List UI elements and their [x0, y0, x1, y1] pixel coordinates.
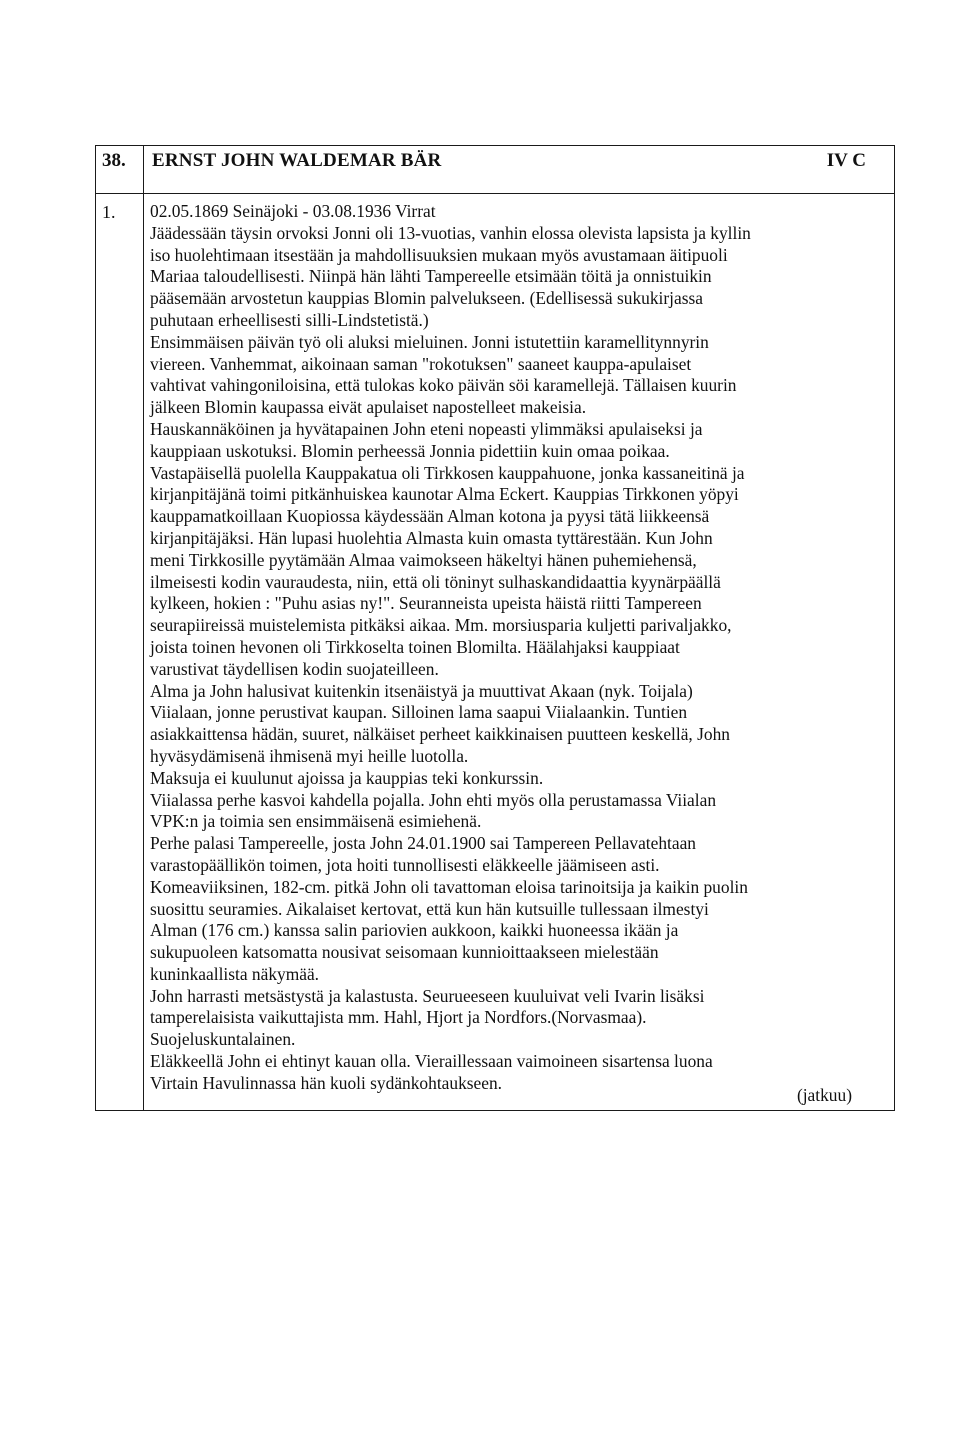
text-line: John harrasti metsästystä ja kalastusta. Seurueeseen kuuluivat veli Ivarin lisäksi	[150, 985, 705, 1006]
text-line: pääsemään arvostetun kauppias Blomin palvelukseen. (Edellisessä sukukirjassa	[150, 288, 703, 309]
text-line: viereen. Vanhemmat, aikoinaan saman "rokotuksen" saaneet kauppa-apulaiset	[150, 353, 692, 374]
record-sheet	[95, 145, 895, 1111]
text-line: Suojeluskuntalainen.	[150, 1029, 296, 1050]
text-line: Viialaan, jonne perustivat kaupan. Silloinen lama saapui Viialaankin. Tuntien	[150, 702, 688, 723]
text-line: hyväsydämisenä ihmisenä myi heille luotolla.	[150, 745, 469, 766]
text-line: Perhe palasi Tampereelle, josta John 24.01.1900 sai Tampereen Pellavatehtaan	[150, 833, 697, 854]
text-line: varastopäällikön toimen, jota hoiti tunnollisesti eläkkeelle jäämiseen asti.	[150, 854, 660, 875]
text-line: jälkeen Blomin kaupassa eivät apulaiset napostelleet makeisia.	[150, 397, 587, 418]
record-number: 38.	[102, 150, 126, 171]
entry-number: 1.	[102, 202, 116, 222]
text-line: kauppamatkoillaan Kuopiossa käydessään Alman kotona ja pyysi tätä liikkeensä	[150, 506, 710, 527]
text-line: kirjanpitäjänä toimi pitkänhuiskea kaunotar Alma Eckert. Kauppias Tirkkonen yöpyi	[150, 484, 739, 505]
text-line: VPK:n ja toimia sen ensimmäisenä esimiehenä.	[150, 811, 482, 832]
text-line: Vastapäisellä puolella Kauppakatua oli Tirkkosen kauppahuone, jonka kassaneitinä ja	[150, 462, 745, 483]
text-line: puhutaan erheellisesti silli-Lindstetistä.)	[150, 309, 429, 330]
text-line: sukupuoleen katsomatta nousivat seisomaan kunnioittaakseen mielestään	[150, 942, 659, 963]
continued-note: (jatkuu)	[796, 1085, 852, 1105]
text-line: Hauskannäköinen ja hyvätapainen John eteni nopeasti ylimmäksi apulaiseksi ja	[150, 418, 703, 439]
person-name: ERNST JOHN WALDEMAR BÄR	[152, 150, 442, 171]
text-line: kauppiaan uskotuksi. Blomin perheessä Jonnia pidettiin kuin omaa poikaa.	[150, 440, 670, 461]
generation-code: IV C	[826, 150, 866, 171]
text-line: Maksuja ei kuulunut ajoissa ja kauppias teki konkurssin.	[150, 767, 544, 788]
text-line: Komeaviiksinen, 182-cm. pitkä John oli tavattoman eloisa tarinoitsija ja kaikin puolin	[150, 876, 748, 897]
text-line: kuninkaallista näkymää.	[150, 963, 320, 984]
text-line: Jäädessään täysin orvoksi Jonni oli 13-vuotias, vanhin elossa olevista lapsista ja kyllin	[150, 222, 751, 243]
text-line: kirjanpitäjäksi. Hän lupasi huolehtia Almasta kuin omasta tyttärestään. Kun John	[150, 527, 713, 548]
text-line: seurapiireissä muistelemista pitkäksi aikaa. Mm. morsiusparia kuljetti parivaljakko,	[150, 615, 732, 636]
text-line: joista toinen hevonen oli Tirkkoselta toinen Blomilta. Häälahjaksi kauppiaat	[150, 636, 680, 657]
text-line: Viialassa perhe kasvoi kahdella pojalla. John ehti myös olla perustamassa Viialan	[150, 789, 717, 810]
header-divider	[96, 193, 894, 194]
text-line: varustivat täydellisen kodin suojateilleen.	[150, 658, 439, 679]
column-divider	[143, 146, 144, 1110]
text-line: Mariaa taloudellisesti. Niinpä hän lähti Tampereelle etsimään töitä ja onnistuikin	[150, 266, 712, 287]
text-line: iso huolehtimaan itsestään ja mahdollisuuksien mukaan myös avustamaan äitipuoli	[150, 244, 728, 265]
text-line: Alman (176 cm.) kanssa salin pariovien aukkoon, kaikki huoneessa ikään ja	[150, 920, 679, 941]
biography-text	[150, 201, 895, 1095]
text-line: Alma ja John halusivat kuitenkin itsenäistyä ja muuttivat Akaan (nyk. Toijala)	[150, 680, 693, 701]
text-line: Ensimmäisen päivän työ oli aluksi mieluinen. Jonni istutettiin karamellitynnyrin	[150, 331, 709, 352]
text-line: tamperelaisista vaikuttajista mm. Hahl, Hjort ja Nordfors.(Norvasmaa).	[150, 1007, 647, 1028]
text-line: meni Tirkkosille pyytämään Almaa vaimokseen häkeltyi hänen puhemiehensä,	[150, 549, 697, 570]
text-line: 02.05.1869 Seinäjoki - 03.08.1936 Virrat	[150, 201, 436, 221]
text-line: ilmeisesti kodin vauraudesta, niin, että oli töninyt sulhaskandidaattia kyynärpäällä	[150, 571, 721, 592]
text-line: suosittu seuramies. Aikalaiset kertovat, että kun hän kutsuille tullessaan ilmestyi	[150, 898, 709, 919]
text-line: vahtivat vahingoniloisina, että tulokas koko päivän söi karamellejä. Tällaisen kuurin	[150, 375, 737, 396]
text-line: Eläkkeellä John ei ehtinyt kauan olla. Vieraillessaan vaimoineen sisartensa luona	[150, 1051, 713, 1072]
text-line: kylkeen, hokien : "Puhu asias ny!". Seuranneista upeista häistä riitti Tampereen	[150, 593, 702, 614]
text-line: Virtain Havulinnassa hän kuoli sydänkohtaukseen.	[150, 1072, 503, 1093]
text-line: asiakkaittensa hädän, suuret, nälkäiset perheet kaikkinaisen puutteen keskellä, John	[150, 724, 730, 745]
